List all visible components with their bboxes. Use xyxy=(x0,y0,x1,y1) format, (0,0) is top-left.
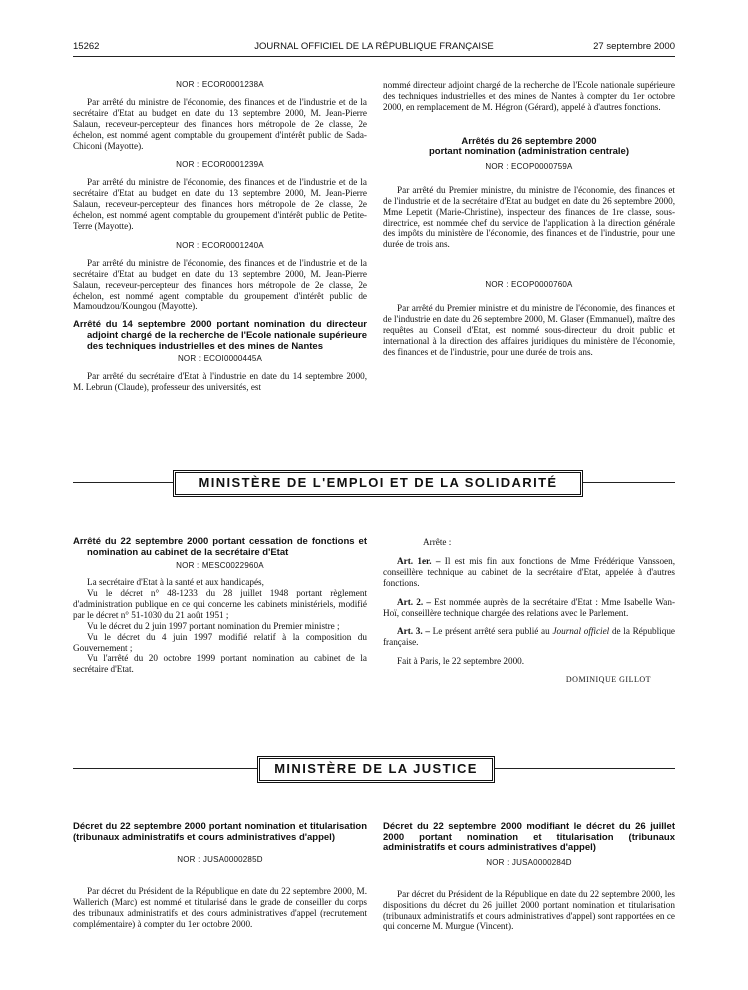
text-line: Vu le décret du 4 juin 1997 modifié relatif à la composition du Gouvernement ; xyxy=(73,631,367,653)
nor-ref: NOR : ECOR0001238A xyxy=(176,80,264,89)
header-rule xyxy=(73,56,675,57)
decree-paragraph: Par arrêté du Premier ministre, du ministre de l'économie, des finances et de l'industrie et de la secrétaire d'Etat au budget en date du 26 septembre 2000, Mme Lepetit (Marie-Christine), inspecteur des finances de 1re classe, sous-directrice, est nommée chef du service de l'application à la direction générale des impôts du ministère de l'économie, des finances et de l'industrie, pour une durée de trois ans. xyxy=(383,184,675,250)
text-line: Vu le décret du 2 juin 1997 portant nomination du Premier ministre ; xyxy=(87,620,340,631)
bottom-left-column xyxy=(73,822,367,930)
divider xyxy=(73,482,173,483)
nor-ref: NOR : JUSA0000285D xyxy=(177,855,263,865)
section-heading: Décret du 22 septembre 2000 modifiant le décret du 26 juillet 2000 portant nomination et titularisation (tribunaux administratifs et cours administratives d'appel) xyxy=(383,821,675,854)
nor-ref: NOR : ECOP0000760A xyxy=(485,280,573,290)
section-heading: Arrêtés du 26 septembre 2000 xyxy=(461,135,597,147)
section-heading-line2: portant nomination (administration centrale) xyxy=(428,146,630,158)
decree-paragraph: Par décret du Président de la République en date du 22 septembre 2000, les dispositions du décret du 26 juillet 2000 portant nomination et titularisation (tribunaux administratifs et cours administratives d'appel) sont rapportées en ce qui concerne M. Murgue (Vincent). xyxy=(383,888,675,932)
article-label: Art. 3. – xyxy=(397,626,430,637)
nor-ref: NOR : ECOP0000759A xyxy=(485,161,573,171)
article-1: Art. 1er. – Il est mis fin aux fonctions de Mme Frédérique Vanssoen, conseillère technique au cabinet de la secrétaire d'Etat, appelée à d'autres fonctions. xyxy=(383,555,676,588)
page-header xyxy=(73,41,675,55)
decree-paragraph: Par arrêté du ministre de l'économie, des finances et de l'industrie et de la secrétaire d'Etat au budget en date du 13 septembre 2000, M. Jean-Pierre Salaun, receveur-percepteur des finances hors métropole de 2e classe, 2e échelon, est nommé agent comptable du groupement d'intérêt public de Petite-Terre (Mayotte). xyxy=(73,177,367,231)
text-line: Vu le décret n° 48-1233 du 28 juillet 1948 portant règlement d'administration publique en ce qui concerne les cabinets ministériels, modifié par le décret n° 51-1030 du 21 août 1951 ; xyxy=(73,588,367,620)
nor-ref: NOR : ECOR0001240A xyxy=(176,240,264,250)
decree-paragraph: Par arrêté du ministre de l'économie, des finances et de l'industrie et de la secrétaire d'Etat au budget en date du 13 septembre 2000, M. Jean-Pierre Salaun, receveur-percepteur des finances hors métropole de 2e classe, 2e échelon, est nommé agent comptable du groupement d'intérêt public de Sada-Chiconi (Mayotte). xyxy=(73,96,367,151)
text-line: Vu l'arrêté du 20 octobre 1999 portant nomination au cabinet de la secrétaire d'Etat. xyxy=(73,653,367,675)
nor-ref: NOR : ECOR0001239A xyxy=(176,160,264,170)
section-heading: Décret du 22 septembre 2000 portant nomination et titularisation (tribunaux administratifs et cours administratives d'appel) xyxy=(73,821,367,843)
section-heading: Arrêté du 14 septembre 2000 portant nomination du directeur adjoint chargé de la recherche de l'Ecole nationale supérieure des techniques industrielles et des mines de Nantes xyxy=(73,319,367,352)
divider xyxy=(583,482,675,483)
issue-date: 27 septembre 2000 xyxy=(593,41,675,52)
top-right-column xyxy=(383,80,675,358)
decree-paragraph: Par arrêté du ministre de l'économie, des finances et de l'industrie et de la secrétaire d'Etat au budget en date du 13 septembre 2000, M. Jean-Pierre Salaun, receveur-percepteur des finances hors métropole de 2e classe, 2e échelon, est nommé agent comptable du groupement d'intérêt public de Mamoudzou/Koungou (Mayotte). xyxy=(73,257,367,312)
fait-line: Fait à Paris, le 22 septembre 2000. xyxy=(397,656,525,667)
middle-right-column xyxy=(383,537,675,686)
article-2: Art. 2. – Est nommée auprès de la secrétaire d'Etat : Mme Isabelle Wan-Hoï, conseillère technique chargée des relations avec le Parlement. xyxy=(383,596,676,618)
article-3: Art. 3. – Le présent arrêté sera publié au Journal officiel de la République française. xyxy=(383,626,675,648)
continued-paragraph: nommé directeur adjoint chargé de la recherche de l'Ecole nationale supérieure des techniques industrielles et des mines de Nantes à compter du 1er octobre 2000, en remplacement de M. Hégron (Gérard), appelé à d'autres fonctions. xyxy=(383,80,675,112)
divider xyxy=(495,768,675,769)
decree-paragraph: Par arrêté du Premier ministre et du ministre de l'économie, des finances et de l'industrie en date du 26 septembre 2000, M. Glaser (Emmanuel), maître des requêtes au Conseil d'Etat, est nommé sous-directeur du droit public et international à la direction des affaires juridiques du ministère de l'économie, des finances et de l'industrie, pour une durée de trois ans. xyxy=(383,303,675,357)
middle-left-column xyxy=(73,537,367,675)
section-heading: Arrêté du 22 septembre 2000 portant cessation de fonctions et nomination au cabinet de la secrétaire d'Etat xyxy=(73,536,367,558)
journal-title: JOURNAL OFFICIEL DE LA RÉPUBLIQUE FRANÇAISE xyxy=(254,41,494,52)
nor-ref: NOR : ECOI0000445A xyxy=(177,354,263,364)
arrete-line: Arrête : xyxy=(423,537,452,547)
ministry-banner: MINISTÈRE DE LA JUSTICE xyxy=(257,756,495,783)
article-label: Art. 1er. – xyxy=(397,555,441,566)
top-left-column xyxy=(73,80,367,393)
article-label: Art. 2. – xyxy=(397,596,431,607)
nor-ref: NOR : JUSA0000284D xyxy=(486,857,572,867)
ministry-banner: MINISTÈRE DE L'EMPLOI ET DE LA SOLIDARITÉ xyxy=(173,470,583,497)
journal-name: Journal officiel xyxy=(552,626,610,637)
nor-ref: NOR : MESC0022960A xyxy=(176,561,264,571)
decree-paragraph: Par arrêté du secrétaire d'Etat à l'industrie en date du 14 septembre 2000, M. Lebrun (Claude), professeur des universités, est xyxy=(73,371,367,392)
page-number: 15262 xyxy=(73,41,100,52)
text-line: La secrétaire d'Etat à la santé et aux handicapés, xyxy=(87,577,264,588)
bottom-right-column xyxy=(383,822,675,932)
decree-paragraph: Par décret du Président de la République en date du 22 septembre 2000, M. Wallerich (Marc) est nommé et titularisé dans le grade de conseiller du corps des tribunaux administratifs et des cours administratives d'appel (recrutement complémentaire) à compter du 1er octobre 2000. xyxy=(73,886,367,929)
divider xyxy=(73,768,257,769)
signature: DOMINIQUE GILLOT xyxy=(565,675,651,685)
